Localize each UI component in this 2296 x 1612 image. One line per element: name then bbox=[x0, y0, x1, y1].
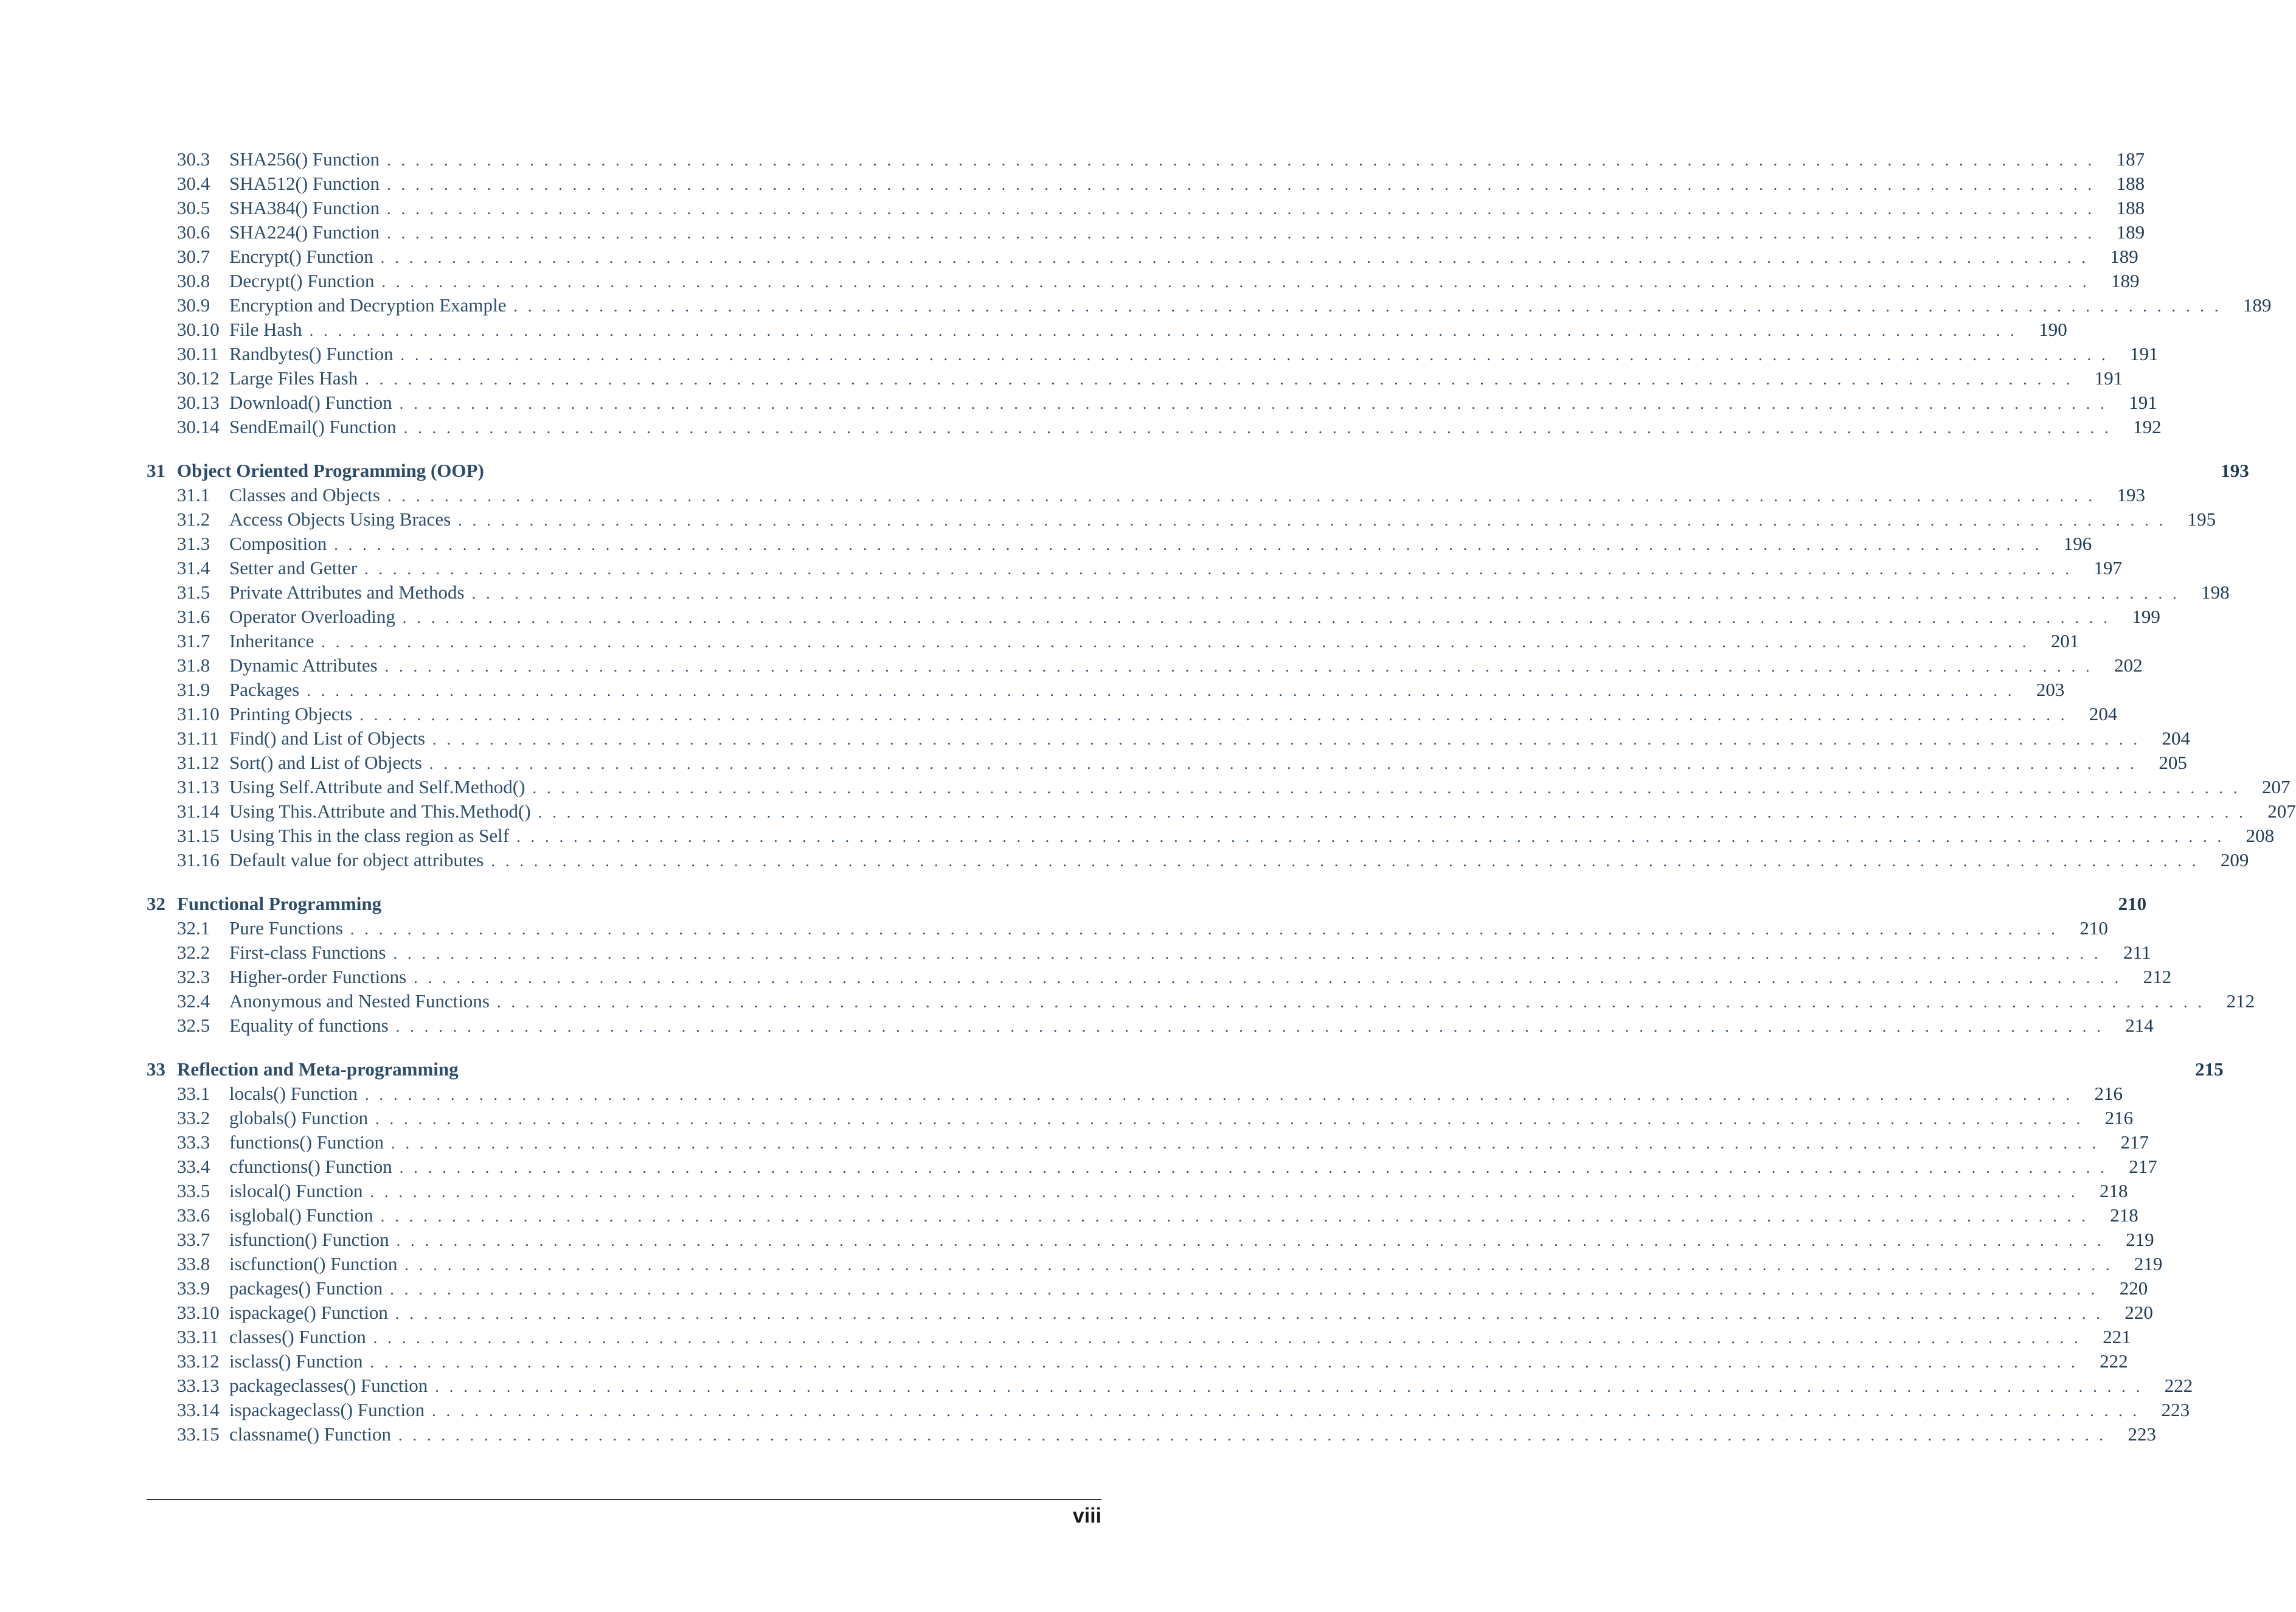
toc-entry-number: 30.11 bbox=[177, 343, 219, 364]
toc-entry-number: 30.7 bbox=[177, 246, 210, 267]
toc-entry-number: 31.2 bbox=[177, 509, 210, 530]
dot-leader: ........................................................................................................................ bbox=[400, 346, 2116, 364]
toc-entry-page[interactable]: 204 bbox=[2089, 703, 2118, 724]
toc-entry-number: 30.13 bbox=[177, 392, 220, 413]
dot-leader: ........................................................................................................................ bbox=[399, 395, 2115, 412]
toc-entry-title[interactable]: Higher-order Functions bbox=[229, 966, 407, 987]
toc-entry-title[interactable]: Operator Overloading bbox=[229, 606, 395, 627]
dot-leader: ........................................................................................................................ bbox=[364, 1086, 2080, 1103]
toc-entry-title[interactable]: isfunction() Function bbox=[229, 1229, 389, 1250]
toc-section-entry[interactable] bbox=[147, 678, 2065, 702]
toc-entry-number: 31 bbox=[147, 460, 165, 481]
toc-entry-page[interactable]: 196 bbox=[2063, 533, 2092, 554]
toc-entry-number: 33.12 bbox=[177, 1350, 220, 1372]
toc-entry-title[interactable]: Classes and Objects bbox=[229, 484, 380, 505]
dot-leader: ........................................................................................................................ bbox=[516, 828, 2232, 846]
toc-entry-page[interactable]: 215 bbox=[2195, 1058, 2224, 1080]
toc-entry-number: 33.7 bbox=[177, 1229, 210, 1250]
toc-entry-page[interactable]: 188 bbox=[2116, 197, 2145, 218]
toc-entry-title[interactable]: functions() Function bbox=[229, 1131, 384, 1153]
toc-entry-title[interactable]: Sort() and List of Objects bbox=[229, 752, 422, 773]
toc-entry-number: 30.6 bbox=[177, 221, 210, 243]
dot-leader: ........................................................................................................................ bbox=[532, 779, 2248, 797]
toc-entry-title[interactable]: Download() Function bbox=[229, 392, 392, 413]
toc-section-entry[interactable] bbox=[147, 965, 2172, 989]
toc-entry-title[interactable]: Decrypt() Function bbox=[229, 270, 375, 291]
toc-entry-number: 33.10 bbox=[177, 1302, 220, 1323]
toc-entry-title[interactable]: SHA512() Function bbox=[229, 173, 380, 194]
toc-entry-title[interactable]: Pure Functions bbox=[229, 917, 343, 939]
toc-entry-page[interactable]: 207 bbox=[2267, 801, 2296, 822]
dot-leader: ........................................................................................................................ bbox=[384, 658, 2100, 675]
toc-section-entry[interactable] bbox=[147, 1398, 2190, 1422]
toc-entry-page[interactable]: 211 bbox=[2123, 942, 2151, 963]
toc-entry-number: 32.5 bbox=[177, 1015, 210, 1036]
toc-section-entry[interactable] bbox=[147, 916, 2108, 940]
toc-section-entry[interactable] bbox=[147, 366, 2123, 391]
toc-entry-page[interactable]: 220 bbox=[2124, 1302, 2153, 1323]
toc-section-entry[interactable] bbox=[147, 989, 2255, 1013]
toc-section-entry[interactable] bbox=[147, 1106, 2134, 1130]
toc-entry-page[interactable]: 218 bbox=[2110, 1204, 2138, 1226]
toc-entry-title[interactable]: First-class Functions bbox=[229, 942, 386, 963]
toc-entry-page[interactable]: 216 bbox=[2104, 1107, 2134, 1128]
toc-entry-page[interactable]: 189 bbox=[2110, 270, 2140, 291]
toc-entry-page[interactable]: 222 bbox=[2100, 1350, 2128, 1372]
toc-entry-number: 31.1 bbox=[177, 484, 210, 505]
toc-entry-page[interactable]: 189 bbox=[2242, 294, 2272, 316]
toc-entry-number: 31.14 bbox=[177, 801, 220, 822]
toc-section-entry[interactable] bbox=[147, 532, 2092, 556]
footer-rule bbox=[147, 1499, 1101, 1500]
toc-entry-page[interactable]: 192 bbox=[2133, 416, 2162, 437]
toc-entry-page[interactable]: 214 bbox=[2125, 1015, 2154, 1036]
toc-entry-title[interactable]: Equality of functions bbox=[229, 1015, 389, 1036]
toc-section-entry[interactable] bbox=[147, 580, 2230, 605]
dot-leader: ........................................................................................................................ bbox=[429, 755, 2145, 773]
toc-entry-page[interactable]: 188 bbox=[2116, 173, 2145, 194]
toc-entry-number: 31.11 bbox=[177, 728, 219, 749]
dot-leader: ........................................................................................................................ bbox=[375, 1110, 2091, 1128]
dot-leader: ........................................................................................................................ bbox=[381, 273, 2097, 291]
toc-entry-number: 32.3 bbox=[177, 966, 210, 987]
toc-entry-number: 30.9 bbox=[177, 294, 210, 316]
dot-leader: ........................................................................................................................ bbox=[432, 1402, 2148, 1420]
toc-chapter-entry[interactable] bbox=[147, 892, 2147, 916]
toc-section-entry[interactable] bbox=[147, 1203, 2138, 1228]
toc-section-entry[interactable] bbox=[147, 1179, 2128, 1203]
toc-entry-title[interactable]: packageclasses() Function bbox=[229, 1375, 428, 1396]
toc-entry-number: 30.12 bbox=[177, 367, 220, 389]
toc-entry-page[interactable]: 191 bbox=[2129, 392, 2157, 413]
toc-entry-number: 30.10 bbox=[177, 319, 220, 340]
toc-entry-title[interactable]: Using This.Attribute and This.Method() bbox=[229, 801, 531, 822]
toc-section-entry[interactable] bbox=[147, 1013, 2154, 1038]
toc-entry-title[interactable]: SHA256() Function bbox=[229, 148, 380, 170]
toc-section-entry[interactable] bbox=[147, 220, 2145, 245]
toc-entry-number: 33.1 bbox=[177, 1083, 210, 1104]
toc-section-entry[interactable] bbox=[147, 1374, 2193, 1398]
dot-leader: ........................................................................................................................ bbox=[435, 1378, 2151, 1395]
toc-entry-number: 30.4 bbox=[177, 173, 210, 194]
toc-section-entry[interactable] bbox=[147, 940, 2151, 965]
toc-entry-number: 31.15 bbox=[177, 825, 220, 846]
toc-entry-page[interactable]: 199 bbox=[2132, 606, 2160, 627]
toc-entry-title[interactable]: Encryption and Decryption Example bbox=[229, 294, 507, 316]
toc-section-entry[interactable] bbox=[147, 1082, 2123, 1106]
toc-entry-title[interactable]: Large Files Hash bbox=[229, 367, 358, 389]
toc-entry-page[interactable]: 212 bbox=[2226, 990, 2255, 1012]
dot-leader: ........................................................................................................................ bbox=[364, 560, 2080, 578]
toc-section-entry[interactable] bbox=[147, 1349, 2128, 1374]
toc-entry-number: 31.9 bbox=[177, 679, 210, 700]
dot-leader: ........................................................................................................................ bbox=[496, 993, 2212, 1011]
toc-entry-page[interactable]: 197 bbox=[2093, 557, 2123, 578]
dot-leader: ........................................................................................................................ bbox=[309, 322, 2025, 339]
toc-entry-number: 32 bbox=[147, 893, 165, 914]
table-of-contents bbox=[147, 147, 2296, 1447]
toc-entry-number: 33.4 bbox=[177, 1156, 210, 1177]
toc-entry-page[interactable]: 210 bbox=[2118, 893, 2147, 914]
toc-entry-number: 30.8 bbox=[177, 270, 210, 291]
toc-chapter-entry[interactable] bbox=[147, 1057, 2224, 1082]
toc-entry-page[interactable]: 195 bbox=[2187, 509, 2216, 530]
toc-entry-number: 33.8 bbox=[177, 1253, 210, 1274]
toc-entry-title[interactable]: ispackage() Function bbox=[229, 1302, 388, 1323]
toc-section-entry[interactable] bbox=[147, 172, 2145, 196]
toc-entry-page[interactable]: 217 bbox=[2129, 1156, 2157, 1177]
toc-entry-number: 32.1 bbox=[177, 917, 210, 939]
toc-entry-title[interactable]: Using This in the class region as Self bbox=[229, 825, 510, 846]
toc-entry-title[interactable]: iscfunction() Function bbox=[229, 1253, 398, 1274]
toc-entry-page[interactable]: 210 bbox=[2079, 917, 2108, 939]
dot-leader: ........................................................................................................................ bbox=[390, 1280, 2106, 1298]
toc-section-entry[interactable] bbox=[147, 702, 2118, 726]
toc-entry-page[interactable]: 220 bbox=[2119, 1277, 2148, 1299]
toc-entry-title[interactable]: Inheritance bbox=[229, 630, 314, 651]
toc-section-entry[interactable] bbox=[147, 824, 2275, 848]
toc-section-entry[interactable] bbox=[147, 269, 2140, 293]
toc-section-entry[interactable] bbox=[147, 775, 2291, 799]
toc-entry-number: 33.11 bbox=[177, 1326, 219, 1347]
toc-entry-title[interactable]: cfunctions() Function bbox=[229, 1156, 392, 1177]
toc-entry-title[interactable]: locals() Function bbox=[229, 1083, 358, 1104]
dot-leader: ........................................................................................................................ bbox=[321, 633, 2037, 651]
toc-entry-number: 33.14 bbox=[177, 1399, 220, 1420]
toc-entry-number: 31.6 bbox=[177, 606, 210, 627]
dot-leader: ........................................................................................................................ bbox=[387, 176, 2103, 193]
toc-entry-title[interactable]: File Hash bbox=[229, 319, 302, 340]
toc-entry-number: 33.3 bbox=[177, 1131, 210, 1153]
toc-entry-number: 31.12 bbox=[177, 752, 220, 773]
toc-entry-number: 32.2 bbox=[177, 942, 210, 963]
toc-entry-title[interactable]: classes() Function bbox=[229, 1326, 366, 1347]
dot-leader: ........................................................................................................................ bbox=[387, 487, 2103, 505]
toc-entry-number: 31.7 bbox=[177, 630, 210, 651]
toc-entry-number: 31.16 bbox=[177, 849, 220, 870]
toc-entry-page[interactable]: 193 bbox=[2221, 460, 2249, 481]
toc-section-entry[interactable] bbox=[147, 245, 2138, 269]
toc-entry-page[interactable]: 223 bbox=[2161, 1399, 2190, 1420]
toc-entry-title[interactable]: packages() Function bbox=[229, 1277, 383, 1299]
toc-entry-title[interactable]: isclass() Function bbox=[229, 1350, 363, 1372]
toc-entry-title[interactable]: Printing Objects bbox=[229, 703, 353, 724]
toc-entry-title[interactable]: Composition bbox=[229, 533, 327, 554]
toc-entry-page[interactable]: 189 bbox=[2110, 246, 2138, 267]
toc-entry-title[interactable]: Access Objects Using Braces bbox=[229, 509, 451, 530]
dot-leader: ........................................................................................................................ bbox=[403, 419, 2119, 437]
toc-entry-title[interactable]: Encrypt() Function bbox=[229, 246, 373, 267]
toc-section-entry[interactable] bbox=[147, 196, 2145, 220]
dot-leader: ........................................................................................................................ bbox=[359, 706, 2075, 724]
toc-entry-page[interactable]: 218 bbox=[2100, 1180, 2128, 1201]
toc-entry-page[interactable]: 205 bbox=[2159, 752, 2187, 773]
dot-leader: ........................................................................................................................ bbox=[513, 297, 2229, 315]
toc-entry-title[interactable]: Packages bbox=[229, 679, 300, 700]
dot-leader: ........................................................................................................................ bbox=[380, 1207, 2096, 1225]
toc-entry-page[interactable]: 219 bbox=[2126, 1229, 2154, 1250]
toc-section-entry[interactable] bbox=[147, 848, 2249, 872]
toc-entry-number: 30.5 bbox=[177, 197, 210, 218]
toc-section-entry[interactable] bbox=[147, 1301, 2153, 1325]
toc-entry-title[interactable]: SHA384() Function bbox=[229, 197, 380, 218]
toc-entry-title[interactable]: Anonymous and Nested Functions bbox=[229, 990, 490, 1012]
toc-entry-title[interactable]: Reflection and Meta-programming bbox=[177, 1058, 459, 1080]
toc-section-entry[interactable] bbox=[147, 318, 2067, 342]
dot-leader: ........................................................................................................................ bbox=[471, 585, 2187, 602]
toc-section-entry[interactable] bbox=[147, 1228, 2154, 1252]
toc-section-entry[interactable] bbox=[147, 1155, 2157, 1179]
toc-entry-title[interactable]: isglobal() Function bbox=[229, 1204, 373, 1226]
dot-leader: ........................................................................................................................ bbox=[370, 1353, 2086, 1371]
toc-entry-page[interactable]: 208 bbox=[2246, 825, 2275, 846]
page-number: viii bbox=[1072, 1504, 1101, 1527]
toc-entry-title[interactable]: Default value for object attributes bbox=[229, 849, 484, 870]
toc-entry-title[interactable]: globals() Function bbox=[229, 1107, 369, 1128]
dot-leader: ........................................................................................................................ bbox=[387, 200, 2103, 218]
dot-leader: ........................................................................................................................ bbox=[396, 1232, 2112, 1249]
toc-entry-page[interactable]: 203 bbox=[2036, 679, 2065, 700]
toc-entry-title[interactable]: Using Self.Attribute and Self.Method() bbox=[229, 776, 525, 797]
toc-entry-title[interactable]: Object Oriented Programming (OOP) bbox=[177, 460, 484, 481]
toc-entry-number: 31.5 bbox=[177, 582, 210, 603]
toc-section-entry[interactable] bbox=[147, 1130, 2149, 1155]
toc-section-entry[interactable] bbox=[147, 342, 2159, 366]
dot-leader: ........................................................................................................................ bbox=[404, 1256, 2120, 1274]
toc-section-entry[interactable] bbox=[147, 799, 2296, 824]
dot-leader: ........................................................................................................................ bbox=[538, 804, 2253, 821]
dot-leader: ........................................................................................................................ bbox=[395, 1305, 2110, 1322]
toc-entry-title[interactable]: classname() Function bbox=[229, 1423, 392, 1445]
toc-entry-number: 31.13 bbox=[177, 776, 220, 797]
dot-leader: ........................................................................................................................ bbox=[491, 852, 2207, 870]
toc-section-entry[interactable] bbox=[147, 391, 2157, 415]
toc-entry-number: 31.4 bbox=[177, 557, 210, 578]
toc-entry-page[interactable]: 223 bbox=[2128, 1423, 2157, 1445]
dot-leader: ........................................................................................................................ bbox=[393, 945, 2109, 962]
toc-entry-page[interactable]: 207 bbox=[2261, 776, 2291, 797]
toc-entry-number: 31.10 bbox=[177, 703, 220, 724]
toc-section-entry[interactable] bbox=[147, 556, 2123, 580]
toc-entry-number: 30.3 bbox=[177, 148, 210, 170]
dot-leader: ........................................................................................................................ bbox=[350, 920, 2065, 938]
toc-entry-title[interactable]: Dynamic Attributes bbox=[229, 655, 378, 676]
toc-entry-title[interactable]: islocal() Function bbox=[229, 1180, 363, 1201]
toc-entry-number: 33 bbox=[147, 1058, 165, 1080]
toc-entry-page[interactable]: 209 bbox=[2220, 849, 2249, 870]
toc-entry-title[interactable]: Find() and List of Objects bbox=[229, 728, 426, 749]
toc-entry-page[interactable]: 189 bbox=[2116, 221, 2145, 243]
toc-entry-page[interactable]: 191 bbox=[2130, 343, 2159, 364]
toc-entry-title[interactable]: Private Attributes and Methods bbox=[229, 582, 465, 603]
toc-entry-number: 33.2 bbox=[177, 1107, 210, 1128]
toc-section-entry[interactable] bbox=[147, 605, 2160, 629]
dot-leader: ........................................................................................................................ bbox=[432, 731, 2148, 748]
toc-section-entry[interactable] bbox=[147, 293, 2272, 318]
toc-entry-title[interactable]: Functional Programming bbox=[177, 893, 382, 914]
toc-entry-page[interactable]: 187 bbox=[2116, 148, 2145, 170]
toc-entry-page[interactable]: 221 bbox=[2103, 1326, 2131, 1347]
dot-leader: ........................................................................................................................ bbox=[334, 536, 2050, 554]
toc-section-entry[interactable] bbox=[147, 415, 2162, 439]
toc-entry-page[interactable]: 217 bbox=[2120, 1131, 2149, 1153]
toc-section-entry[interactable] bbox=[147, 1325, 2131, 1349]
toc-entry-number: 30.14 bbox=[177, 416, 220, 437]
dot-leader: ........................................................................................................................ bbox=[387, 224, 2103, 242]
toc-section-entry[interactable] bbox=[147, 1422, 2157, 1447]
toc-entry-title[interactable]: Randbytes() Function bbox=[229, 343, 394, 364]
toc-section-entry[interactable] bbox=[147, 1252, 2163, 1276]
toc-entry-number: 33.15 bbox=[177, 1423, 220, 1445]
toc-section-entry[interactable] bbox=[147, 483, 2145, 507]
toc-section-entry[interactable] bbox=[147, 751, 2187, 775]
toc-entry-page[interactable]: 202 bbox=[2114, 655, 2143, 676]
toc-entry-number: 33.6 bbox=[177, 1204, 210, 1226]
dot-leader: ........................................................................................................................ bbox=[402, 609, 2118, 627]
toc-entry-page[interactable]: 212 bbox=[2143, 966, 2172, 987]
dot-leader: ........................................................................................................................ bbox=[370, 1183, 2086, 1201]
toc-section-entry[interactable] bbox=[147, 653, 2143, 678]
dot-leader: ........................................................................................................................ bbox=[380, 249, 2096, 266]
toc-section-entry[interactable] bbox=[147, 1276, 2148, 1301]
dot-leader: ........................................................................................................................ bbox=[365, 370, 2081, 388]
toc-section-entry[interactable] bbox=[147, 147, 2145, 172]
toc-entry-page[interactable]: 191 bbox=[2094, 367, 2123, 389]
toc-chapter-entry[interactable] bbox=[147, 459, 2249, 483]
toc-entry-page[interactable]: 193 bbox=[2117, 484, 2145, 505]
toc-entry-title[interactable]: SHA224() Function bbox=[229, 221, 380, 243]
dot-leader: ........................................................................................................................ bbox=[387, 151, 2103, 169]
dot-leader: ........................................................................................................................ bbox=[458, 512, 2174, 529]
toc-entry-page[interactable]: 216 bbox=[2094, 1083, 2123, 1104]
toc-entry-number: 32.4 bbox=[177, 990, 210, 1012]
toc-entry-number: 33.9 bbox=[177, 1277, 210, 1299]
toc-section-entry[interactable] bbox=[147, 507, 2216, 532]
toc-entry-page[interactable]: 222 bbox=[2164, 1375, 2193, 1396]
toc-section-entry[interactable] bbox=[147, 629, 2079, 653]
toc-entry-title[interactable]: Setter and Getter bbox=[229, 557, 358, 578]
dot-leader: ........................................................................................................................ bbox=[414, 969, 2129, 987]
dot-leader: ........................................................................................................................ bbox=[399, 1159, 2115, 1176]
toc-entry-page[interactable]: 190 bbox=[2039, 319, 2067, 340]
dot-leader: ........................................................................................................................ bbox=[398, 1426, 2114, 1444]
toc-entry-number: 31.8 bbox=[177, 655, 210, 676]
dot-leader: ........................................................................................................................ bbox=[307, 682, 2022, 700]
toc-section-entry[interactable] bbox=[147, 726, 2191, 751]
toc-entry-number: 31.3 bbox=[177, 533, 210, 554]
dot-leader: ........................................................................................................................ bbox=[391, 1134, 2106, 1152]
toc-entry-page[interactable]: 201 bbox=[2050, 630, 2079, 651]
toc-entry-page[interactable]: 204 bbox=[2162, 728, 2191, 749]
toc-entry-number: 33.13 bbox=[177, 1375, 220, 1396]
toc-entry-title[interactable]: SendEmail() Function bbox=[229, 416, 397, 437]
toc-entry-title[interactable]: ispackageclass() Function bbox=[229, 1399, 425, 1420]
toc-entry-number: 33.5 bbox=[177, 1180, 210, 1201]
toc-entry-page[interactable]: 219 bbox=[2134, 1253, 2163, 1274]
dot-leader: ........................................................................................................................ bbox=[373, 1329, 2089, 1347]
toc-entry-page[interactable]: 198 bbox=[2201, 582, 2230, 603]
dot-leader: ........................................................................................................................ bbox=[395, 1018, 2111, 1035]
